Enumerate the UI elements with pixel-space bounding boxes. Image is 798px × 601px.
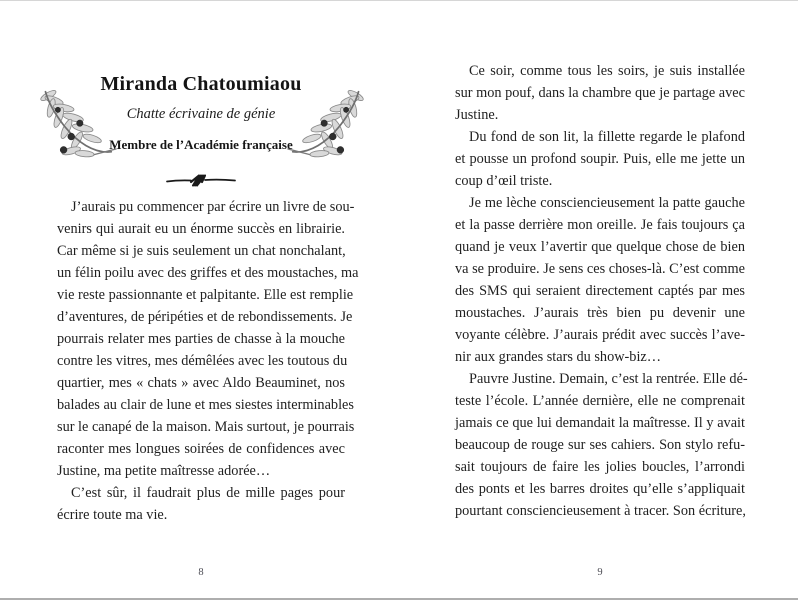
olive-branch-icon — [287, 86, 369, 168]
paragraph — [455, 368, 748, 522]
text-line: Pauvre Justine. Demain, c’est la rentrée. Elle dé- — [469, 371, 748, 387]
paragraph — [455, 192, 745, 368]
paragraph — [455, 60, 745, 126]
text-line: quand je veux l’avertir que quelque chose de bien — [455, 239, 745, 255]
text-line: Justine. — [455, 107, 499, 123]
text-line: Je me lèche consciencieusement la patte gauche — [469, 195, 745, 211]
text-line: contre les vitres, mes démêlées avec les toutous du — [57, 353, 348, 369]
author-affiliation: Membre de l’Académie française — [109, 137, 293, 152]
text-line: coup d’œil triste. — [455, 173, 553, 189]
text-line: Du fond de son lit, la fillette regarde le plafond — [469, 129, 745, 145]
text-line: sur le canapé de la maison. Mais surtout, je pourrais — [57, 419, 355, 435]
text-line: J’aurais pu commencer par écrire un livre de sou- — [71, 199, 355, 215]
book-page-right — [455, 0, 748, 601]
author-title: Miranda Chatoumiaou — [100, 73, 302, 95]
author-subtitle: Chatte écrivaine de génie — [126, 106, 276, 122]
text-line: sait toujours de faire les jolies boucles, l’arrondi — [455, 459, 745, 475]
text-line: quartier, mes « chats » avec Aldo Beauminet, nos — [57, 375, 345, 391]
text-line: des SMS qui seraient directement captés par mes — [455, 283, 745, 299]
olive-branch-icon — [35, 86, 117, 168]
text-line: et la passe derrière mon oreille. Je fais toujours ça — [455, 217, 745, 233]
page-number-right: 9 — [597, 567, 603, 578]
text-line: moustaches. J’aurais très bien pu devenir une — [455, 305, 745, 321]
text-line: C’est sûr, il faudrait plus de mille pages pour — [71, 485, 345, 501]
text-line: nir aux grandes stars du show-biz… — [455, 349, 662, 365]
text-line: d’aventures, de péripéties et de rebondissements. Je — [57, 309, 353, 325]
text-line: jamais ce que lui demandait la maîtresse. Il y avait — [455, 415, 745, 431]
text-line: pourtant consciencieusement à tracer. Son écriture, — [455, 503, 746, 519]
text-line: pourrais relater mes parties de chasse à la mouche — [57, 331, 345, 347]
text-line: des ponts et les barres droites qu’elle s’appliquait — [455, 481, 745, 497]
text-line: et pousse un profond soupir. Puis, elle me jette un — [455, 151, 745, 167]
text-line: venirs qui aurait eu un énorme succès en librairie. — [57, 221, 345, 237]
text-line: Justine, ma petite maîtresse adorée… — [57, 463, 271, 479]
text-line: vie reste passionnante et palpitante. Elle est remplie — [57, 287, 354, 303]
text-line: teste l’école. L’année dernière, elle ne comprenait — [455, 393, 745, 409]
chapter-header — [57, 0, 345, 196]
text-line: sur mon pouf, dans la chambre que je partage avec — [455, 85, 745, 101]
paragraph — [57, 196, 359, 482]
squiggle-divider-icon — [166, 173, 236, 188]
text-line: un félin poilu avec des griffes et des moustaches, ma — [57, 265, 359, 281]
text-line: écrire toute ma vie. — [57, 507, 168, 523]
book-page-left — [57, 0, 359, 601]
left-page-text — [57, 196, 359, 526]
text-line: raconter mes longues soirées de confidences avec — [57, 441, 345, 457]
text-line: voyante célèbre. J’aurais prédit avec succès l’ave- — [455, 327, 745, 343]
right-page-text — [455, 60, 748, 522]
paragraph — [455, 126, 745, 192]
text-line: va se produire. Je sens ces choses-là. C’est comme — [455, 261, 745, 277]
text-line: Car même si je suis seulement un chat nonchalant, — [57, 243, 346, 259]
text-line: beaucoup de rouge sur ses cahiers. Son stylo refu- — [455, 437, 745, 453]
paragraph — [57, 482, 345, 526]
text-line: Ce soir, comme tous les soirs, je suis installée — [469, 63, 745, 79]
page-number-left: 8 — [198, 567, 204, 578]
text-line: balades au clair de lune et mes siestes interminables — [57, 397, 354, 413]
